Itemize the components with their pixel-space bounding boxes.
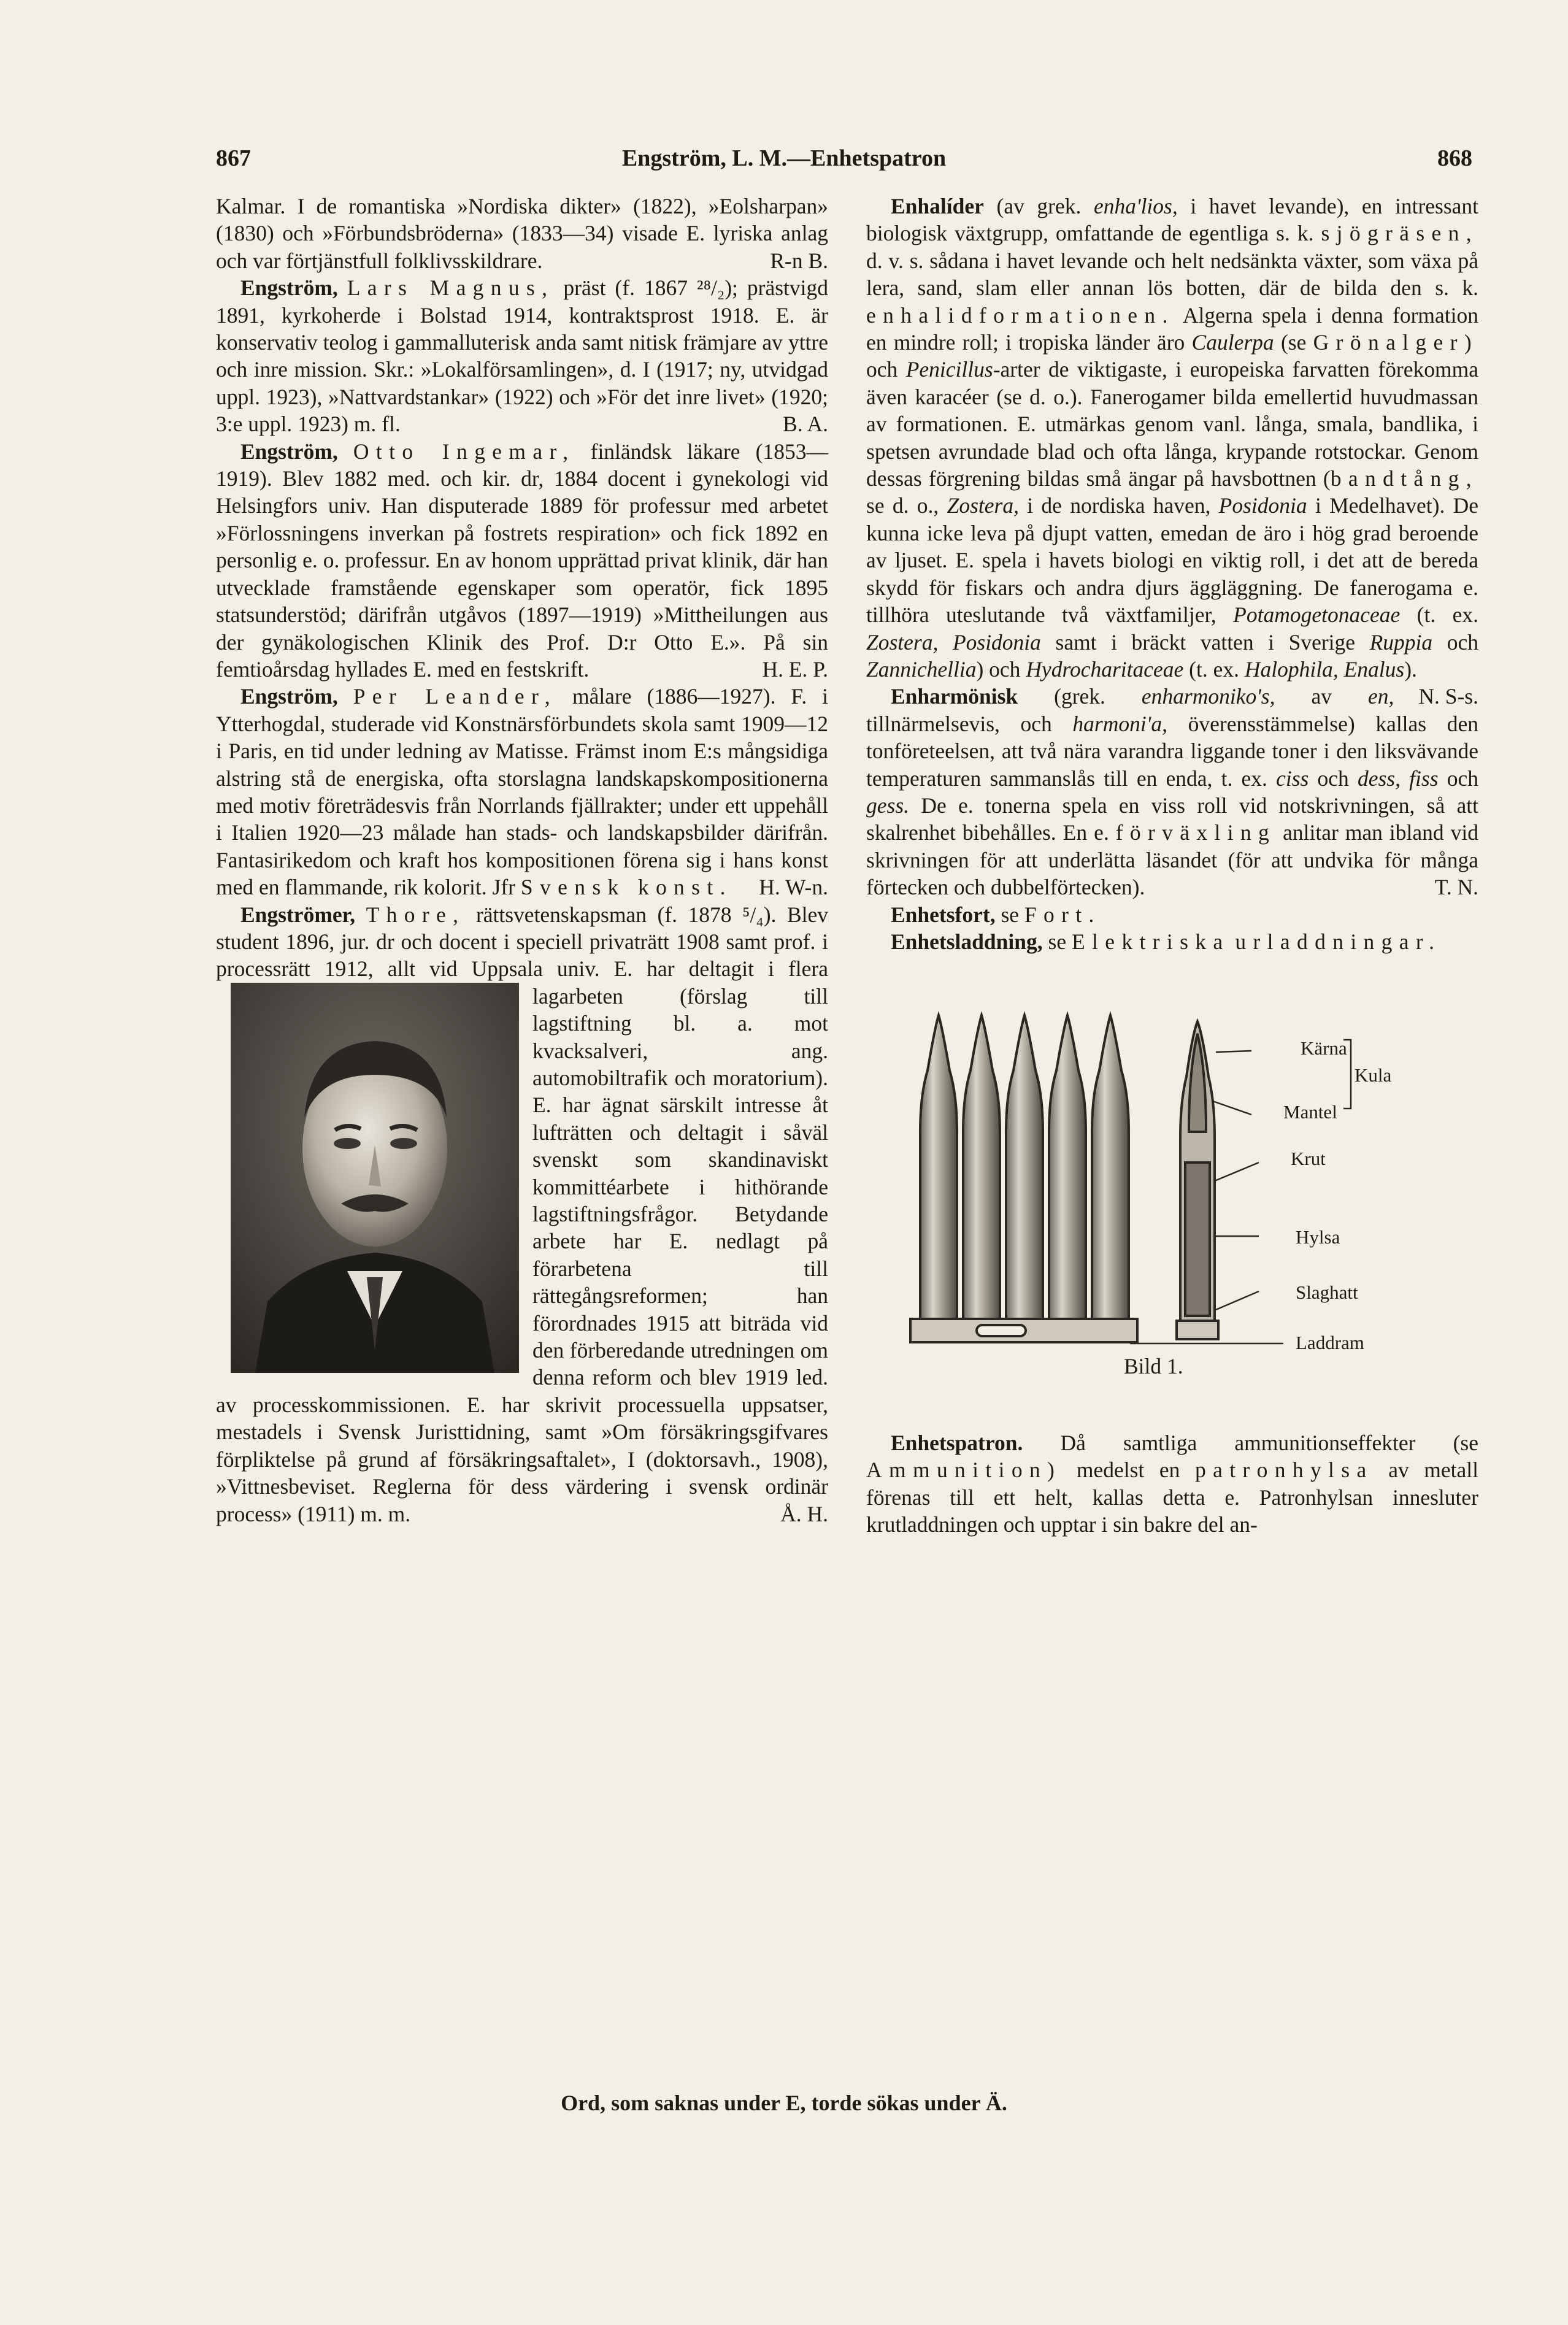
portrait-photo (231, 983, 519, 1373)
entry-engstrom-otto: Engström, Otto Ingemar, finländsk läkare (1853—1919). Blev 1882 med. och kir. dr, 1884 docent i gynekologi vid Helsingfors univ. Han disputerade 1889 för professur med arbetet »Förlossningens inverkan på fostrets respiration» och fick 1892 en personlig e. o. professur. En av honom upprättad privat klinik, där han utvecklade framstående egenskaper som operatör, fick 1895 statsunderstöd; därifrån utgåvos (1897—1919) »Mittheilungen aus der gynäkologischen Klinik des Prof. D:r Otto E.». På sin femtioårsdag hyllades E. med en festskrift. H. E. P. (216, 438, 828, 683)
signature: H. W-n. (759, 875, 828, 900)
entry-continuation: Kalmar. I de romantiska »Nordiska dikter» (1822), »Eolsharpan» (1830) och »Förbundsbröderna» (1833—34) visade E. lyriska anlag och var förtjänstfull folklivsskildrare. R-n B. (216, 193, 828, 274)
right-column (866, 193, 1478, 1538)
entry-engstrom-lars: Engström, Lars Magnus, präst (f. 1867 ²⁸/₂); prästvigd 1891, kyrkoherde i Bolstad 1914, kontraktsprost 1918. E. är konservativ teolog i gammalluterisk anda samt nitisk främjare av yttre och inre mission. Skr.: »Lokalförsamlingen», d. I (1917; ny, utvidgad uppl. 1923), »Nattvardstankar» (1922) och »För det inre livet» (1920; 3:e uppl. 1923) m. fl. B. A. (216, 274, 828, 437)
entry-enhalider: Enhalíder (av grek. enha'lios, i havet levande), en intressant biologisk växtgrupp, omfattande de egentliga s. k. sjögräsen, d. v. s. sådana i havet levande och helt nedsänkta växter, som växa på lera, sand, slam eller annan lös botten, där de bilda den s. k. enhalidformationen. Algerna spela i denna formation en mindre roll; i tropiska länder äro Caulerpa (se Grönalger) och Penicillus-arter de viktigaste, i europeiska farvatten förekomma även karacéer (se d. o.). Fanerogamer bilda emellertid huvudmassan av formationen. E. utmärkas genom vanl. långa, smala, bandlika, i spetsen avrundade blad och ofta långa, krypande rotstockar. Genom dessas förgrening bildas små ängar på havsbottnen (bandtång, se d. o., Zostera, i de nordiska haven, Posidonia i Medelhavet). De kunna icke leva på djupt vatten, emedan de äro i hög grad beroende av ljuset. E. spela i havets biologi en viktig roll, i det att de bereda skydd för fiskars och andra djurs äggläggning. De fanerogama e. tillhöra uteslutande två växtfamiljer, Potamogetonaceae (t. ex. Zostera, Posidonia samt i bräckt vatten i Sverige Ruppia och Zannichellia) och Hydrocharitaceae (t. ex. Halophila, Enalus). N. S-s. (866, 193, 1478, 683)
entry-enhetsladdning: Enhetsladdning, se Elektriska urladdningar. (891, 929, 1442, 954)
entry-engstrom-per: Engström, Per Leander, målare (1886—1927). F. i Ytterhogdal, studerade vid Konstnärsförbundets skola samt 1909—12 i Paris, en tid under ledning av Matisse. Främst inom E:s mångsidiga alstring stå de energiska, ofta storslagna landskapskompositionerna med motiv företrädesvis från Norrlands fjällrakter; under ett uppehåll i Italien 1920—23 målade han stads- och landskapsbilder därifrån. Fantasirikedom och kraft hos kompositionen förena sig i hans konst med en flammande, rik kolorit. Jfr Svensk konst. H. W-n. (216, 683, 828, 901)
entry-engstromer-thore: Engströmer, Thore, rättsvetenskapsman (f. 1878 ⁵/₄). Blev student 1896, jur. dr och docent i speciell privaträtt 1908 samt prof. i processrätt 1912, allt vid Uppsala univ. E. har deltagit i flera lagarbeten (förslag till lagstiftning bl. a. mot kvacksalveri, ang. automobiltrafik och moratorium). E. har ägnat särskilt intresse åt lufträtten och deltagit i såväl svenskt som skandinaviskt kommittéarbete i hithörande lagstiftningsfrågor. Betydande arbete har E. nedlagt på förarbetena till rättegångsreformen; han förordnades 1915 att biträda vid den förberedande utredningen om denna reform och blev 1919 led. av processkommissionen. E. har skrivit processuella uppsatser, mestadels i Svensk Juristtidning, samt »Om försäkringsgifvares förpliktelse på grund af försäkringsaftalet», I (doktorsavh., 1908), »Vittnesbeviset. Reglerna för dess värdering i svensk ordinär process» (1911) m. m. Å. H. (216, 901, 828, 1528)
signature: R-n B. (770, 248, 828, 273)
sectioned-cartridge (1177, 1021, 1218, 1339)
cartridge-figure (866, 978, 1478, 1354)
label-karna: Kärna (1301, 1037, 1347, 1059)
running-title: Engström, L. M.—Enhetspatron (621, 145, 947, 171)
label-krut: Krut (1291, 1148, 1326, 1170)
signature: N. S-s. (1418, 684, 1478, 709)
label-mantel: Mantel (1283, 1101, 1337, 1123)
entry-enharmonisk: Enharmönisk (grek. enharmoniko's, av en, tillnärmelsevis, och harmoni'a, överensstämmelse) kallas den tonföreteelsen, att två nära varandra liggande toner i den liksvävande temperaturen sammanslås till en enda, t. ex. ciss och dess, fiss och gess. De e. tonerna spela en viss roll vid notskrivningen, så att skalrenhet bibehålles. En e. förväxling anlitar man ibland vid skrivningen för att underlätta läsandet (för att undvika för många förtecken och dubbelförtecken). T. N. (866, 683, 1478, 901)
signature: B. A. (783, 412, 828, 437)
entry-enhetsfort: Enhetsfort, se Fort. (891, 902, 1101, 927)
footer-note: Ord, som saknas under E, torde sökas under Ä. (561, 2091, 1007, 2115)
page-number-left: 867 (216, 145, 251, 171)
signature: Å. H. (780, 1501, 828, 1526)
label-kula: Kula (1355, 1064, 1392, 1086)
left-column (216, 193, 828, 1528)
signature: T. N. (1434, 875, 1478, 900)
label-hylsa: Hylsa (1296, 1226, 1340, 1248)
cartridge-clip (910, 1015, 1137, 1342)
label-laddram: Laddram (1296, 1332, 1364, 1354)
page-number-right: 868 (1437, 145, 1472, 171)
entry-enhetspatron: Enhetspatron. Då samtliga ammunitionseffekter (se Ammunition) medelst en patronhylsa av metall förenas till ett helt, kallas detta e. Patronhylsan innesluter krutladdningen och upptar i sin bakre del an- (866, 1430, 1479, 1537)
cartridge-illustration (866, 978, 1478, 1347)
figure-caption: Bild 1. (1124, 1354, 1183, 1379)
portrait-image (231, 983, 519, 1373)
signature: H. E. P. (762, 656, 828, 682)
label-slaghatt: Slaghatt (1296, 1282, 1358, 1304)
